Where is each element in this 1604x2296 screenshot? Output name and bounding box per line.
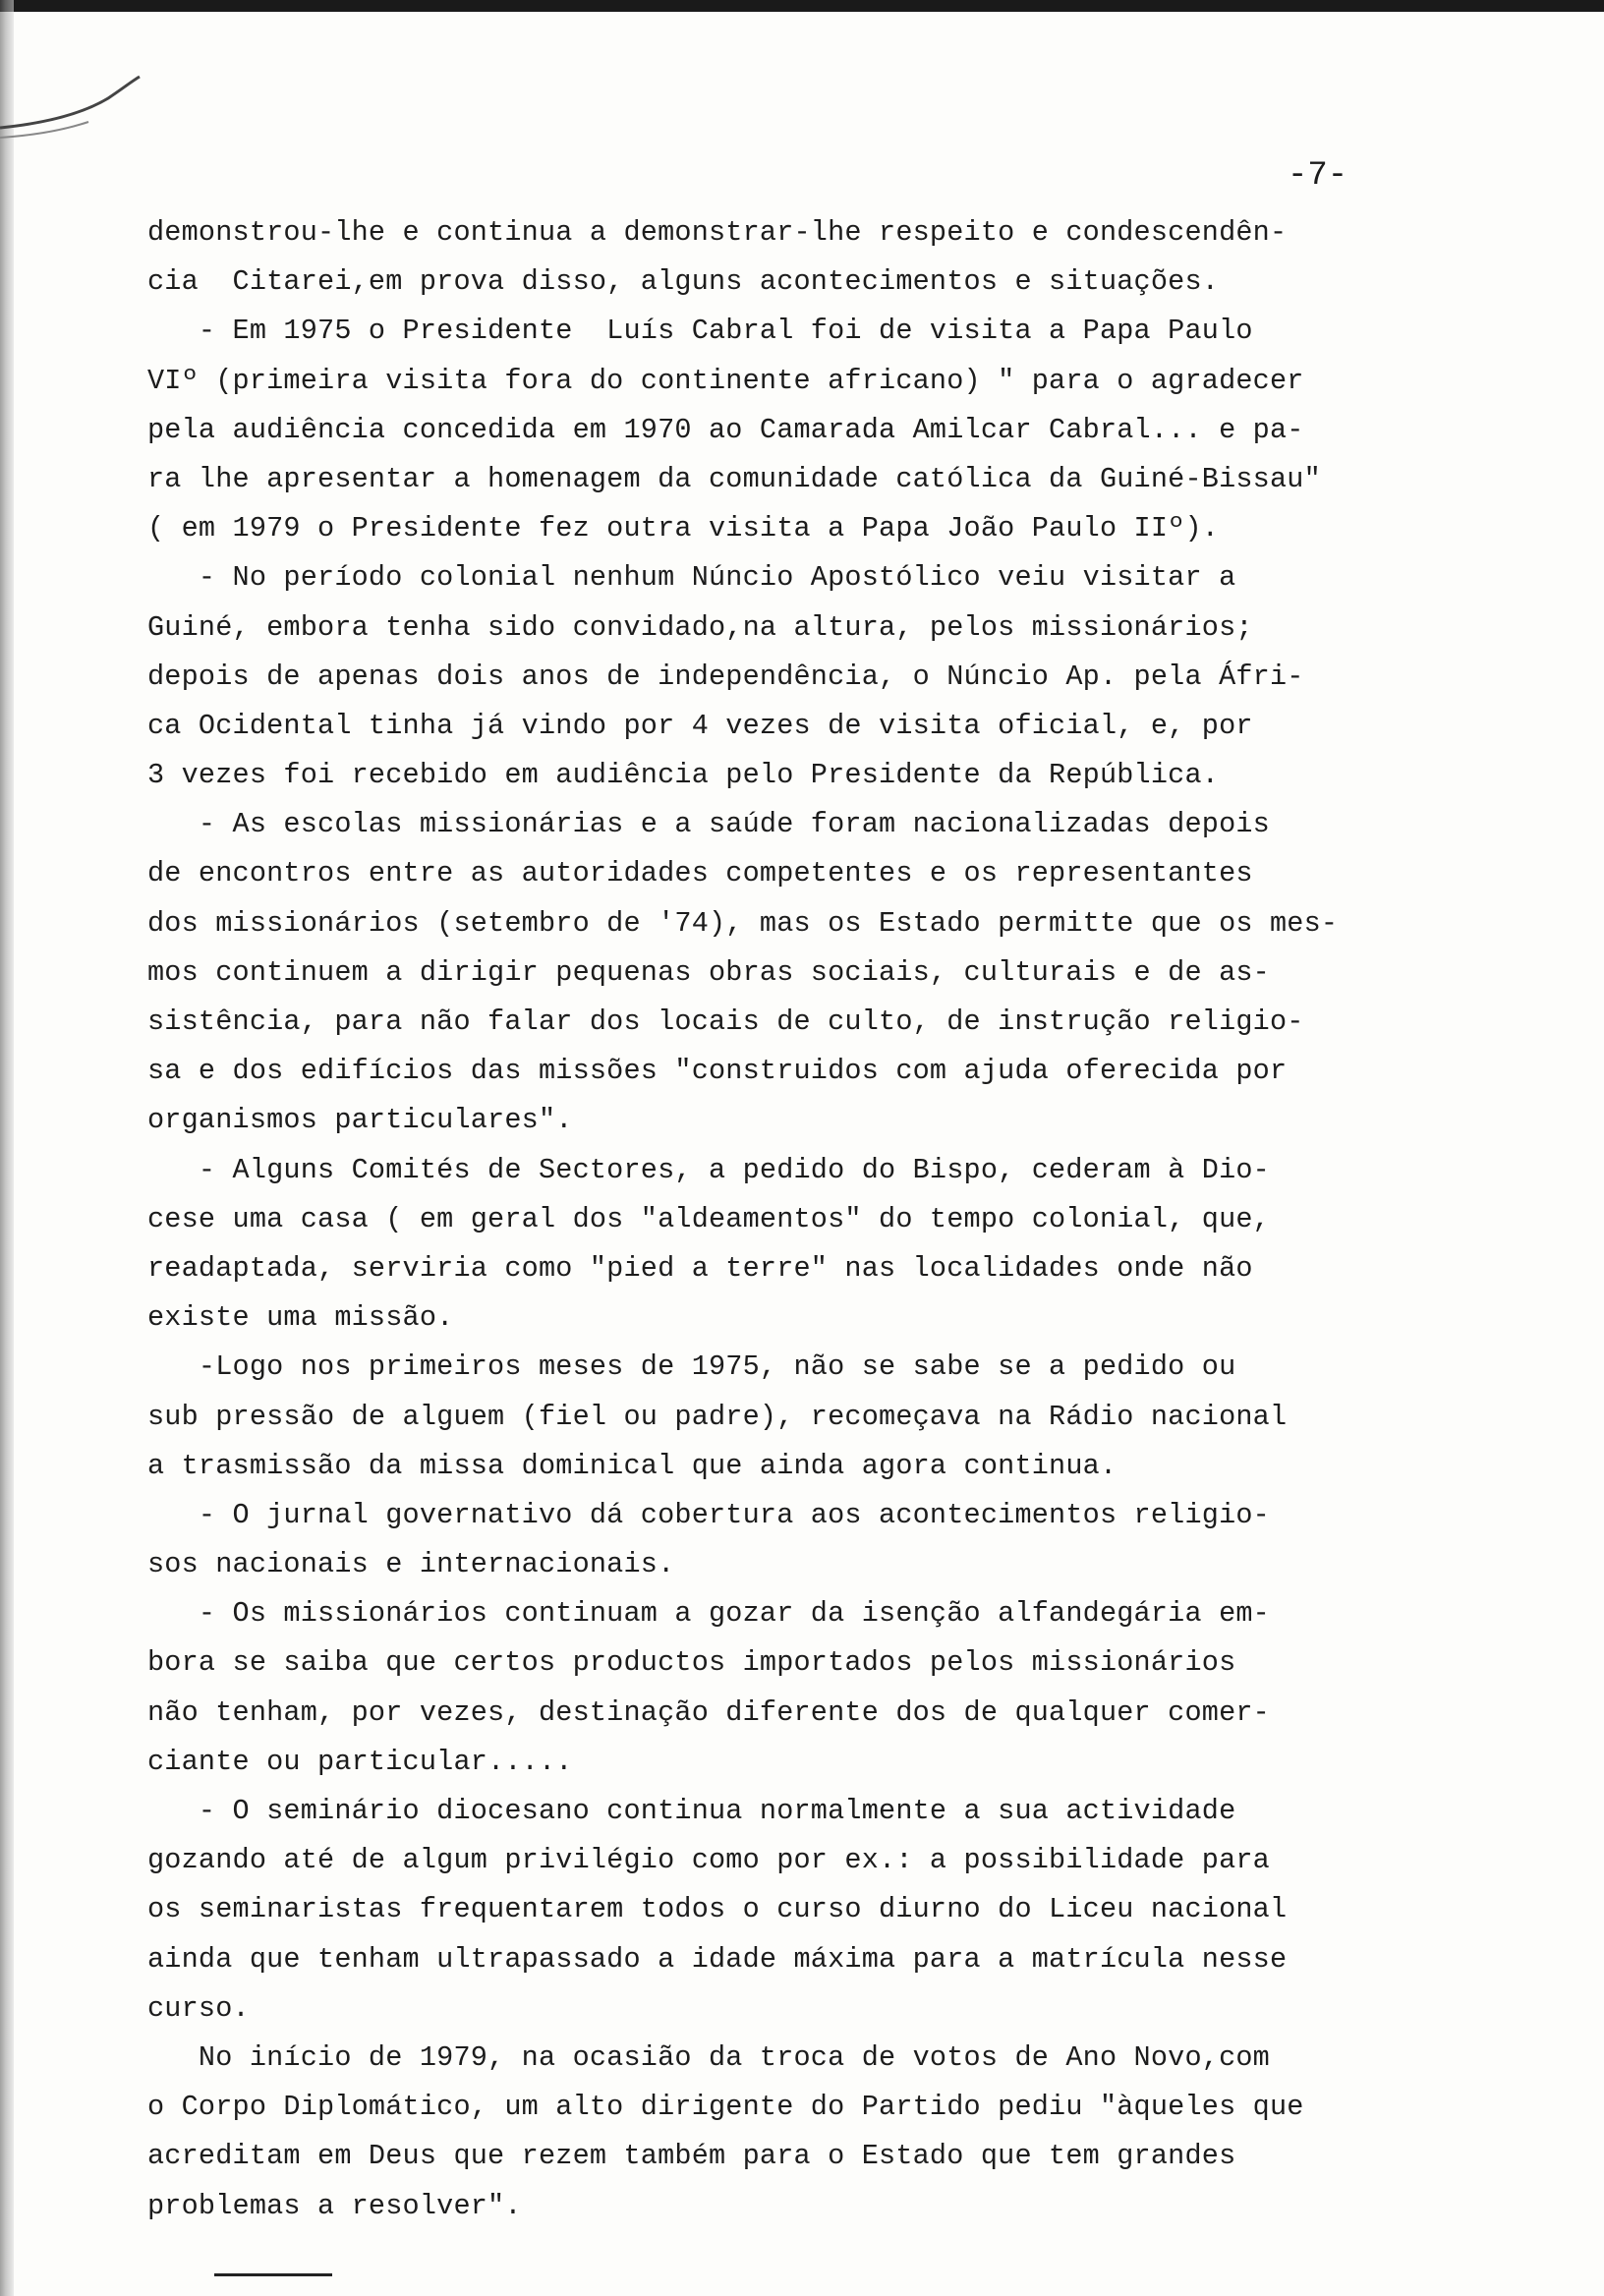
left-scan-edge	[0, 0, 14, 2296]
text-line: No início de 1979, na ocasião da troca de votos de Ano Novo,com	[147, 2040, 1270, 2074]
text-line: pela audiência concedida em 1970 ao Camarada Amilcar Cabral... e pa-	[147, 413, 1304, 446]
text-line: -Logo nos primeiros meses de 1975, não se sabe se a pedido ou	[147, 1350, 1236, 1384]
top-scan-border	[0, 0, 1604, 12]
text-line: - No período colonial nenhum Núncio Apostólico veiu visitar a	[147, 561, 1236, 595]
text-line: cese uma casa ( em geral dos "aldeamentos" do tempo colonial, que,	[147, 1202, 1270, 1235]
text-line: VIº (primeira visita fora do continente africano) " para o agradecer	[147, 364, 1304, 397]
footer-rule	[214, 2273, 332, 2276]
body-text	[147, 208, 1523, 2231]
page-number: -7-	[1288, 157, 1348, 195]
text-line: readaptada, serviria como "pied a terre" nas localidades onde não	[147, 1251, 1253, 1285]
text-line: sa e dos edifícios das missões "construidos com ajuda oferecida por	[147, 1055, 1288, 1088]
text-line: bora se saiba que certos productos importados pelos missionários	[147, 1646, 1236, 1680]
text-line: problemas a resolver".	[147, 2189, 522, 2222]
text-line: os seminaristas frequentarem todos o curso diurno do Liceu nacional	[147, 1893, 1288, 1926]
text-line: - Alguns Comités de Sectores, a pedido do Bispo, cederam à Dio-	[147, 1153, 1270, 1186]
text-line: cia Citarei,em prova disso, alguns acontecimentos e situações.	[147, 265, 1220, 299]
text-line: ca Ocidental tinha já vindo por 4 vezes de visita oficial, e, por	[147, 709, 1253, 742]
text-line: sos nacionais e internacionais.	[147, 1548, 675, 1581]
text-line: demonstrou-lhe e continua a demonstrar-lhe respeito e condescendên-	[147, 216, 1288, 249]
text-line: mos continuem a dirigir pequenas obras sociais, culturais e de as-	[147, 955, 1270, 989]
text-line: de encontros entre as autoridades competentes e os representantes	[147, 857, 1253, 890]
text-line: depois de apenas dois anos de independência, o Núncio Ap. pela Áfri-	[147, 660, 1304, 693]
text-line: ( em 1979 o Presidente fez outra visita a Papa João Paulo IIº).	[147, 512, 1220, 545]
text-line: gozando até de algum privilégio como por ex.: a possibilidade para	[147, 1844, 1270, 1877]
text-line: Guiné, embora tenha sido convidado,na altura, pelos missionários;	[147, 610, 1253, 644]
text-line: organismos particulares".	[147, 1104, 573, 1137]
text-line: existe uma missão.	[147, 1301, 454, 1335]
text-line: a trasmissão da missa dominical que ainda agora continua.	[147, 1449, 1117, 1482]
text-line: - O seminário diocesano continua normalmente a sua actividade	[147, 1795, 1236, 1827]
text-line: curso.	[147, 1991, 250, 2025]
text-line: sub pressão de alguem (fiel ou padre), recomeçava na Rádio nacional	[147, 1400, 1288, 1433]
text-line: - Em 1975 o Presidente Luís Cabral foi de visita a Papa Paulo	[147, 315, 1253, 348]
text-line: 3 vezes foi recebido em audiência pelo Presidente da República.	[147, 759, 1220, 792]
text-line: - As escolas missionárias e a saúde foram nacionalizadas depois	[147, 808, 1270, 841]
text-line: ainda que tenham ultrapassado a idade máxima para a matrícula nesse	[147, 1942, 1288, 1976]
text-line: dos missionários (setembro de '74), mas os Estado permitte que os mes-	[147, 906, 1339, 940]
text-line: o Corpo Diplomático, um alto dirigente do Partido pediu "àqueles que	[147, 2091, 1304, 2124]
corner-scan-mark	[0, 59, 157, 147]
text-line: acreditam em Deus que rezem também para o Estado que tem grandes	[147, 2140, 1236, 2173]
text-line: não tenham, por vezes, destinação diferente dos de qualquer comer-	[147, 1695, 1270, 1729]
text-line: ra lhe apresentar a homenagem da comunidade católica da Guiné-Bissau"	[147, 462, 1321, 495]
text-line: sistência, para não falar dos locais de culto, de instrução religio-	[147, 1005, 1304, 1038]
text-line: - Os missionários continuam a gozar da isenção alfandegária em-	[147, 1597, 1270, 1631]
text-line: - O jurnal governativo dá cobertura aos acontecimentos religio-	[147, 1498, 1270, 1531]
text-line: ciante ou particular.....	[147, 1745, 573, 1778]
